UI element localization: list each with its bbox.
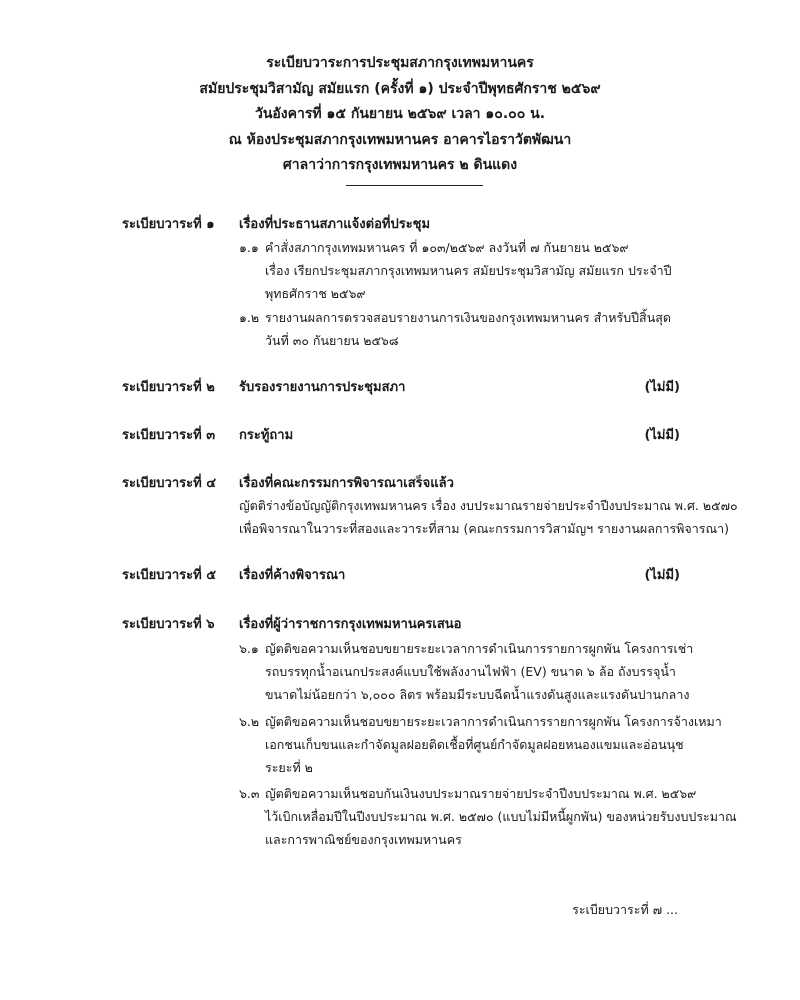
agenda-2-none-tag: (ไม่มี) bbox=[644, 380, 680, 395]
item-number: ๖.๓ bbox=[239, 786, 260, 801]
agenda-1-title: เรื่องที่ประธานสภาแจ้งต่อที่ประชุม bbox=[239, 217, 431, 232]
agenda-3-label: ระเบียบวาระที่ ๓ bbox=[122, 428, 216, 443]
item-line: ญัตติขอความเห็นชอบขยายระยะเวลาการดำเนินการรายการผูกพัน โครงการจ้างเหมา bbox=[265, 714, 722, 729]
header-venue: ณ ห้องประชุมสภากรุงเทพมหานคร อาคารไอราวัตพัฒนา bbox=[228, 132, 572, 148]
agenda-4-label: ระเบียบวาระที่ ๔ bbox=[122, 476, 217, 491]
agenda-2-label: ระเบียบวาระที่ ๒ bbox=[122, 380, 215, 395]
agenda-5-title: เรื่องที่ค้างพิจารณา bbox=[239, 568, 346, 583]
agenda-6-title: เรื่องที่ผู้ว่าราชการกรุงเทพมหานครเสนอ bbox=[239, 617, 462, 632]
item-number: ๑.๒ bbox=[239, 310, 260, 325]
item-line: พุทธศักราช ๒๕๖๙ bbox=[265, 286, 366, 301]
header-session: สมัยประชุมวิสามัญ สมัยแรก (ครั้งที่ ๑) ประจำปีพุทธศักราช ๒๕๖๙ bbox=[199, 81, 601, 97]
item-line: และการพาณิชย์ของกรุงเทพมหานคร bbox=[265, 832, 462, 847]
item-line: ระยะที่ ๒ bbox=[265, 760, 313, 775]
item-line: ขนาดไม่น้อยกว่า ๖,๐๐๐ ลิตร พร้อมมีระบบฉีดน้ำแรงดันสูงและแรงดันปานกลาง bbox=[265, 687, 690, 702]
agenda-5-none-tag: (ไม่มี) bbox=[644, 568, 680, 583]
agenda-6-label: ระเบียบวาระที่ ๖ bbox=[122, 617, 215, 632]
header-date: วันอังคารที่ ๑๕ กันยายน ๒๕๖๙ เวลา ๑๐.๐๐ น. bbox=[254, 106, 546, 122]
item-number: ๖.๑ bbox=[239, 641, 259, 656]
item-line: เรื่อง เรียกประชุมสภากรุงเทพมหานคร สมัยประชุมวิสามัญ สมัยแรก ประจำปี bbox=[265, 263, 672, 278]
agenda-2-title: รับรองรายงานการประชุมสภา bbox=[239, 380, 406, 395]
paragraph-line: ญัตติร่างข้อบัญญัติกรุงเทพมหานคร เรื่อง งบประมาณรายจ่ายประจำปีงบประมาณ พ.ศ. ๒๕๗๐ bbox=[239, 498, 738, 513]
agenda-1-label: ระเบียบวาระที่ ๑ bbox=[122, 217, 215, 232]
item-line: ญัตติขอความเห็นชอบกันเงินงบประมาณรายจ่ายประจำปีงบประมาณ พ.ศ. ๒๕๖๙ bbox=[265, 786, 697, 801]
agenda-4-title: เรื่องที่คณะกรรมการพิจารณาเสร็จแล้ว bbox=[239, 476, 454, 491]
header-divider bbox=[346, 185, 483, 186]
item-line: ไว้เบิกเหลื่อมปีในปีงบประมาณ พ.ศ. ๒๕๗๐ (แบบไม่มีหนี้ผูกพัน) ของหน่วยรับงบประมาณ bbox=[265, 809, 737, 824]
item-line: วันที่ ๓๐ กันยายน ๒๕๖๘ bbox=[265, 333, 399, 348]
item-line: รถบรรทุกน้ำอเนกประสงค์แบบใช้พลังงานไฟฟ้า (EV) ขนาด ๖ ล้อ ถังบรรจุน้ำ bbox=[265, 664, 676, 679]
agenda-5-label: ระเบียบวาระที่ ๕ bbox=[122, 568, 217, 583]
agenda-3-none-tag: (ไม่มี) bbox=[644, 428, 680, 443]
header-address: ศาลาว่าการกรุงเทพมหานคร ๒ ดินแดง bbox=[282, 157, 518, 173]
item-number: ๑.๑ bbox=[239, 240, 259, 255]
agenda-4-paragraph bbox=[239, 494, 738, 540]
item-line: เอกชนเก็บขนและกำจัดมูลฝอยติดเชื้อที่ศูนย์กำจัดมูลฝอยหนองแขมและอ่อนนุช bbox=[265, 737, 684, 752]
paragraph-line: เพื่อพิจารณาในวาระที่สองและวาระที่สาม (คณะกรรมการวิสามัญฯ รายงานผลการพิจารณา) bbox=[239, 521, 729, 536]
item-line: รายงานผลการตรวจสอบรายงานการเงินของกรุงเทพมหานคร สำหรับปีสิ้นสุด bbox=[265, 310, 671, 325]
page-continuation: ระเบียบวาระที่ ๗ ... bbox=[572, 902, 678, 917]
item-line: คำสั่งสภากรุงเทพมหานคร ที่ ๑๐๓/๒๕๖๙ ลงวันที่ ๗ กันยายน ๒๕๖๙ bbox=[265, 240, 629, 255]
agenda-3-title: กระทู้ถาม bbox=[239, 428, 294, 443]
item-line: ญัตติขอความเห็นชอบขยายระยะเวลาการดำเนินการรายการผูกพัน โครงการเช่า bbox=[265, 641, 694, 656]
header-title: ระเบียบวาระการประชุมสภากรุงเทพมหานคร bbox=[266, 55, 534, 71]
item-number: ๖.๒ bbox=[239, 714, 260, 729]
